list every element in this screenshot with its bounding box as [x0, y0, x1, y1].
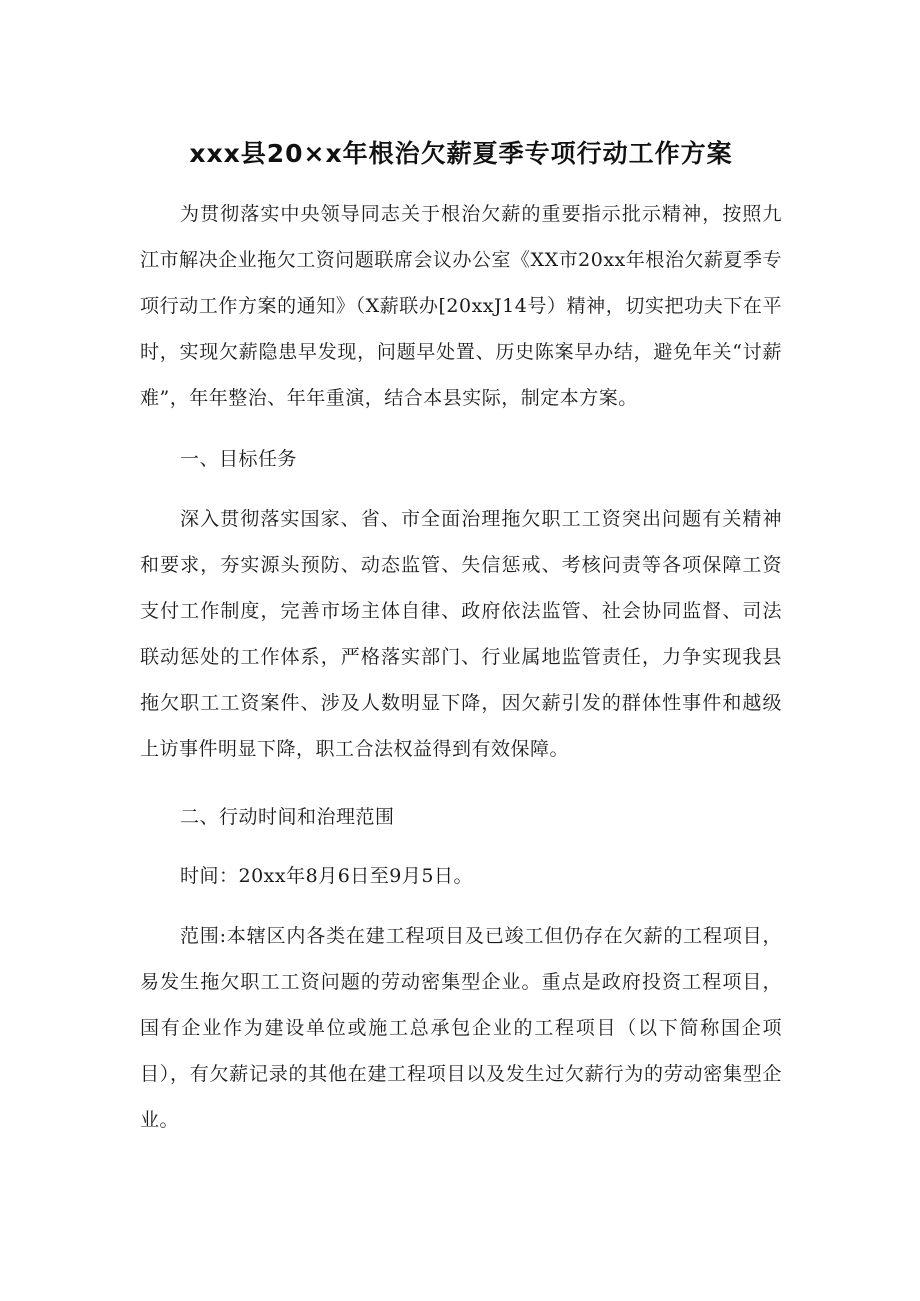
- document-title: xxx县20×x年根治欠薪夏季专项行动工作方案: [189, 139, 733, 168]
- section1-heading: 一、目标任务: [180, 448, 298, 470]
- intro-paragraph: 为贯彻落实中央领导同志关于根治欠薪的重要指示批示精神，按照九江市解决企业拖欠工资问题联席会议办公室《XX市20xx年根治欠薪夏季专项行动工作方案的通知》（X薪联办[20xxJ14号）精神，切实把功夫下在平时，实现欠薪隐患早发现，问题早处置、历史陈案早办结，避免年关“讨薪难”，年年整治、年年重演，结合本县实际，制定本方案。: [140, 203, 782, 409]
- section2-heading: 二、行动时间和治理范围: [180, 806, 395, 828]
- section1-paragraph: 深入贯彻落实国家、省、市全面治理拖欠职工工资突出问题有关精神和要求，夯实源头预防、动态监管、失信惩戒、考核问责等各项保障工资支付工作制度，完善市场主体自律、政府依法监管、社会协同监督、司法联动惩处的工作体系，严格落实部门、行业属地监管责任，力争实现我县拖欠职工工资案件、涉及人数明显下降，因欠薪引发的群体性事件和越级上访事件明显下降，职工合法权益得到有效保障。: [140, 508, 782, 760]
- section2-scope-paragraph: 范围:本辖区内各类在建工程项目及已竣工但仍存在欠薪的工程项目，易发生拖欠职工工资问题的劳动密集型企业。重点是政府投资工程项目，国有企业作为建设单位或施工总承包企业的工程项目（以下简称国企项目），有欠薪记录的其他在建工程项目以及发生过欠薪行为的劳动密集型企业。: [140, 925, 782, 1131]
- section2-time-paragraph: 时间：20xx年8月6日至9月5日。: [180, 865, 473, 887]
